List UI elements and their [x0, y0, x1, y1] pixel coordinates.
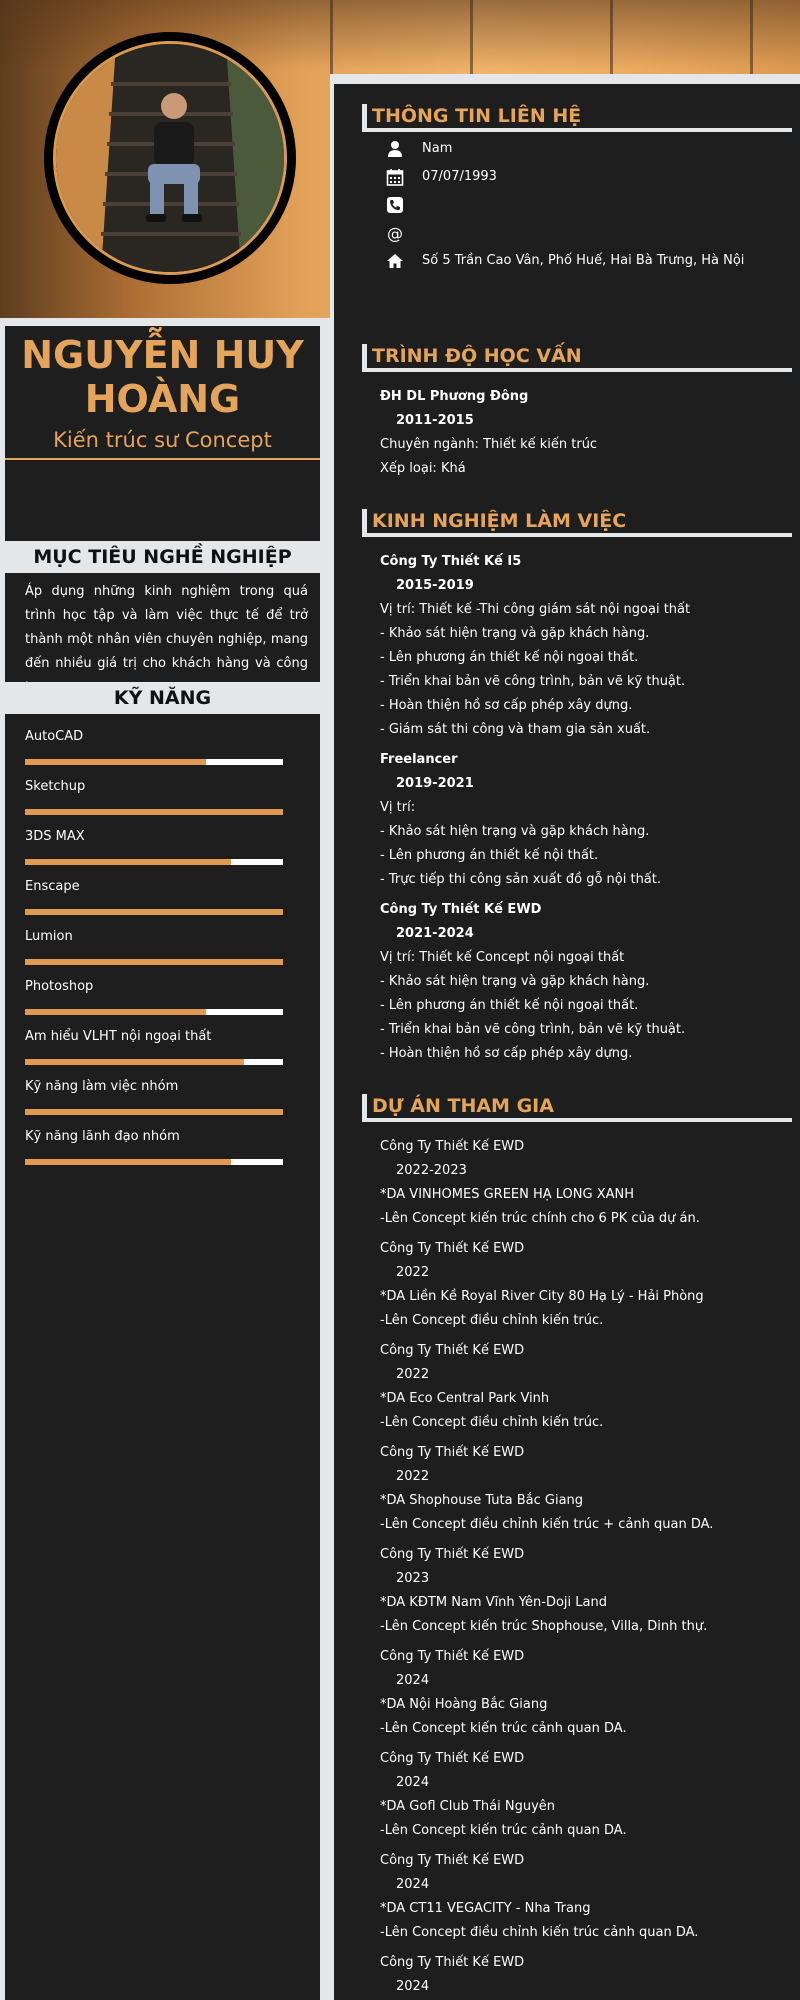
skill-bar-fill	[25, 959, 283, 965]
project-name: *DA Nội Hoàng Bắc Giang	[380, 1697, 548, 1712]
objective-text: Áp dụng những kinh nghiệm trong quá trình học tập và làm việc thực tế để trở thành một nhân viên chuyên nghiệp, mang đến nhiều giá trị cho khách hàng và công	[25, 584, 308, 671]
heading-accent-bar	[362, 1094, 367, 1120]
skill-item	[25, 1129, 283, 1165]
skill-bar	[25, 809, 283, 815]
job-line: - Lên phương án thiết kế nội thất.	[380, 848, 599, 863]
skill-bar-fill	[25, 859, 231, 865]
skill-label: Am hiểu VLHT nội ngoại thất	[25, 1029, 212, 1044]
experience-heading	[362, 507, 626, 535]
skill-item	[25, 1029, 283, 1065]
job-line: Vị trí:	[380, 800, 416, 815]
contact-birthday-value: 07/07/1993	[422, 169, 497, 184]
heading-underline	[362, 1118, 792, 1122]
heading-underline	[362, 533, 792, 537]
project-desc: -Lên Concept điều chỉnh kiến trúc.	[380, 1313, 604, 1328]
heading-accent-bar	[362, 509, 367, 535]
project-name: *DA VINHOMES GREEN HẠ LONG XANH	[380, 1187, 635, 1202]
education-heading-text: TRÌNH ĐỘ HỌC VẤN	[372, 345, 582, 367]
education-school: ĐH DL Phương Đông	[380, 389, 529, 404]
skill-bar-fill	[25, 809, 283, 815]
skill-label: Photoshop	[25, 979, 94, 994]
project-desc: -Lên Concept kiến trúc cảnh quan DA.	[380, 1823, 627, 1838]
skill-bar-fill	[25, 1009, 206, 1015]
skill-bar	[25, 1109, 283, 1115]
project-year: 2022	[396, 1469, 430, 1484]
phone-icon	[386, 196, 404, 214]
heading-accent-bar	[362, 344, 367, 370]
project-desc: -Lên Concept điều chỉnh kiến trúc + cảnh quan DA.	[380, 1517, 714, 1532]
project-desc: -Lên Concept điều chỉnh kiến trúc.	[380, 1415, 604, 1430]
project-company: Công Ty Thiết Kế EWD	[380, 1445, 525, 1460]
svg-text:@: @	[387, 224, 403, 242]
job-company: Công Ty Thiết Kế EWD	[380, 902, 542, 917]
project-year: 2022	[396, 1367, 430, 1382]
skill-item	[25, 979, 283, 1015]
job-line: - Lên phương án thiết kế nội ngoại thất.	[380, 998, 639, 1013]
job-line: Vị trí: Thiết kế Concept nội ngoại thất	[380, 950, 625, 965]
education-years: 2011-2015	[396, 413, 474, 428]
title-divider	[5, 458, 320, 460]
project-year: 2024	[396, 1877, 430, 1892]
project-company: Công Ty Thiết Kế EWD	[380, 1241, 525, 1256]
skill-item	[25, 829, 283, 865]
project-company: Công Ty Thiết Kế EWD	[380, 1343, 525, 1358]
education-heading	[362, 342, 582, 370]
project-company: Công Ty Thiết Kế EWD	[380, 1955, 525, 1970]
calendar-icon	[386, 168, 404, 186]
job-line: - Khảo sát hiện trạng và gặp khách hàng.	[380, 626, 650, 641]
project-desc: -Lên Concept điều chỉnh kiến trúc cảnh quan DA.	[380, 1925, 699, 1940]
at-sign-icon	[386, 224, 404, 242]
project-desc: -Lên Concept kiến trúc cảnh quan DA.	[380, 1721, 627, 1736]
job-company: Freelancer	[380, 752, 458, 767]
job-line: - Giám sát thi công và tham gia sản xuất.	[380, 722, 651, 737]
job-years: 2015-2019	[396, 578, 474, 593]
job-company: Công Ty Thiết Kế I5	[380, 554, 522, 569]
job-line: - Khảo sát hiện trạng và gặp khách hàng.	[380, 824, 650, 839]
skill-bar-fill	[25, 909, 283, 915]
job-line: - Triển khai bản vẽ công trình, bản vẽ kỹ thuật.	[380, 1022, 686, 1037]
project-company: Công Ty Thiết Kế EWD	[380, 1853, 525, 1868]
project-name: *DA Gofl Club Thái Nguyên	[380, 1799, 556, 1814]
skill-label: Kỹ năng làm việc nhóm	[25, 1079, 179, 1094]
project-company: Công Ty Thiết Kế EWD	[380, 1547, 525, 1562]
experience-heading-text: KINH NGHIỆM LÀM VIỆC	[372, 510, 627, 532]
skills-heading: KỸ NĂNG	[5, 682, 320, 714]
contact-heading-text: THÔNG TIN LIÊN HỆ	[372, 105, 582, 127]
user-icon	[386, 140, 404, 158]
education-grade: Xếp loại: Khá	[380, 461, 466, 476]
skill-bar	[25, 859, 283, 865]
job-years: 2019-2021	[396, 776, 474, 791]
skill-label: AutoCAD	[25, 729, 84, 744]
contact-heading	[362, 102, 581, 130]
profile-name: NGUYỄN HUY HOÀNG	[21, 333, 304, 421]
profile-photo-frame	[44, 32, 296, 284]
skill-bar-fill	[25, 1059, 244, 1065]
skill-bar	[25, 1009, 283, 1015]
profile-title: Kiến trúc sư Concept	[53, 428, 272, 452]
skill-bar	[25, 959, 283, 965]
skill-item	[25, 879, 283, 915]
project-year: 2022-2023	[396, 1163, 467, 1178]
project-desc: -Lên Concept kiến trúc Shophouse, Villa, Dinh thự.	[380, 1619, 708, 1634]
project-name: *DA KĐTM Nam Vĩnh Yên-Doji Land	[380, 1595, 607, 1610]
skill-item	[25, 929, 283, 965]
job-line: - Triển khai bản vẽ công trình, bản vẽ kỹ thuật.	[380, 674, 686, 689]
project-year: 2022	[396, 1265, 430, 1280]
job-line: Vị trí: Thiết kế -Thi công giám sát nội ngoại thất	[380, 602, 691, 617]
skill-label: Enscape	[25, 879, 80, 894]
heading-underline	[362, 128, 792, 132]
project-name: *DA CT11 VEGACITY - Nha Trang	[380, 1901, 591, 1916]
project-desc: -Lên Concept kiến trúc chính cho 6 PK của dự án.	[380, 1211, 700, 1226]
skill-label: Sketchup	[25, 779, 86, 794]
skill-item	[25, 729, 283, 765]
skill-bar-fill	[25, 1159, 231, 1165]
skill-label: Lumion	[25, 929, 73, 944]
project-name: *DA Shophouse Tuta Bắc Giang	[380, 1493, 584, 1508]
home-icon	[386, 252, 404, 270]
project-year: 2024	[396, 1775, 430, 1790]
skill-bar	[25, 1159, 283, 1165]
projects-heading-text: DỰ ÁN THAM GIA	[372, 1095, 554, 1117]
profile-photo-illustration	[56, 44, 284, 272]
skill-bar-fill	[25, 759, 206, 765]
project-company: Công Ty Thiết Kế EWD	[380, 1139, 525, 1154]
project-company: Công Ty Thiết Kế EWD	[380, 1751, 525, 1766]
skill-bar	[25, 759, 283, 765]
job-line: - Hoàn thiện hồ sơ cấp phép xây dựng.	[380, 1046, 633, 1061]
heading-underline	[362, 368, 792, 372]
job-line: - Lên phương án thiết kế nội ngoại thất.	[380, 650, 639, 665]
projects-heading	[362, 1092, 554, 1120]
education-major: Chuyên ngành: Thiết kế kiến trúc	[380, 437, 598, 452]
project-company: Công Ty Thiết Kế EWD	[380, 1649, 525, 1664]
contact-gender-value: Nam	[422, 141, 453, 156]
project-year: 2023	[396, 1571, 430, 1586]
contact-address-value: Số 5 Trần Cao Vân, Phố Huế, Hai Bà Trưng, Hà Nội	[422, 253, 745, 268]
heading-accent-bar	[362, 104, 367, 130]
skill-item	[25, 1079, 283, 1115]
skill-label: Kỹ năng lãnh đạo nhóm	[25, 1129, 180, 1144]
profile-photo	[53, 41, 287, 275]
project-name: *DA Eco Central Park Vinh	[380, 1391, 550, 1406]
project-year: 2024	[396, 1979, 430, 1994]
job-line: - Hoàn thiện hồ sơ cấp phép xây dựng.	[380, 698, 633, 713]
skill-bar	[25, 909, 283, 915]
job-line: - Trực tiếp thi công sản xuất đồ gỗ nội thất.	[380, 872, 661, 887]
job-years: 2021-2024	[396, 926, 474, 941]
objective-heading: MỤC TIÊU NGHỀ NGHIỆP	[5, 541, 320, 573]
project-year: 2024	[396, 1673, 430, 1688]
skill-bar-fill	[25, 1109, 283, 1115]
skill-item	[25, 779, 283, 815]
skill-bar	[25, 1059, 283, 1065]
skill-label: 3DS MAX	[25, 829, 85, 844]
project-name: *DA Liền Kề Royal River City 80 Hạ Lý - Hải Phòng	[380, 1289, 704, 1304]
job-line: - Khảo sát hiện trạng và gặp khách hàng.	[380, 974, 650, 989]
